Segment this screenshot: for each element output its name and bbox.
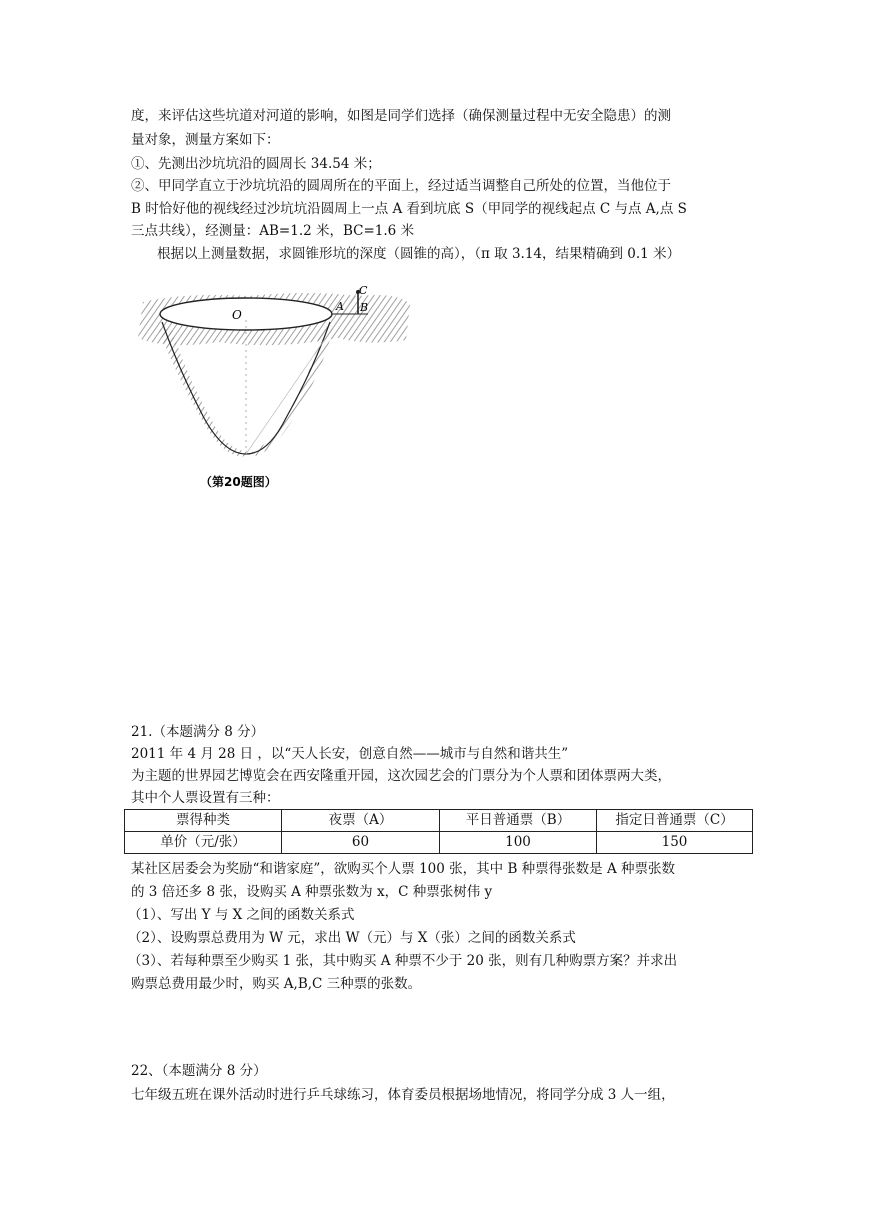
label-C: C: [359, 284, 368, 297]
table-cell: 平日普通票（B）: [440, 810, 597, 832]
figure-caption: （第20题图）: [200, 475, 277, 489]
p21-question-1: （1）、写出 Y 与 X 之间的函数关系式: [128, 907, 355, 923]
ticket-price-table: [124, 809, 753, 854]
p21-after-line-2: 的 3 倍还多 8 张，设购买 A 种票张数为 x，C 种票张树伟 y: [131, 884, 493, 900]
p21-line-3: 其中个人票设置有三种：: [131, 790, 280, 806]
label-A: A: [336, 300, 344, 313]
p20-step-1: ①、先测出沙坑坑沿的圆周长 34.54 米；: [131, 156, 381, 172]
table-cell: 150: [597, 832, 753, 854]
p22-line-1: 七年级五班在课外活动时进行乒乓球练习，体育委员根据场地情况，将同学分成 3 人一组，: [131, 1087, 675, 1103]
table-cell: 60: [282, 832, 440, 854]
p21-after-line-1: 某社区居委会为奖励“和谐家庭”，欲购买个人票 100 张，其中 B 种票得张数是 A 种票张数: [131, 861, 675, 877]
table-cell: 夜票（A）: [282, 810, 440, 832]
p20-step-2-line-3: 三点共线），经测量：AB=1.2 米，BC=1.6 米: [131, 223, 415, 239]
p20-text-line-2: 量对象，测量方案如下：: [131, 132, 280, 148]
p22-heading: 22、（本题满分 8 分）: [131, 1063, 267, 1079]
problem-20-figure: [128, 280, 418, 495]
table-cell: 100: [440, 832, 597, 854]
p20-step-2-line-1: ②、甲同学直立于沙坑坑沿的圆周所在的平面上，经过适当调整自己所处的位置，当他位于: [131, 178, 671, 194]
p21-question-3-line-1: （3）、若每种票至少购买 1 张，其中购买 A 种票不少于 20 张，则有几种购票方案？并求出: [128, 953, 678, 969]
p20-step-2-line-2: B 时恰好他的视线经过沙坑坑沿圆周上一点 A 看到坑底 S（甲同学的视线起点 C 与点 A,点 S: [131, 201, 687, 217]
table-cell: 票得种类: [125, 810, 282, 832]
table-cell: 单价（元/张）: [125, 832, 282, 854]
p20-text-line-1: 度，来评估这些坑道对河道的影响，如图是同学们选择（确保测量过程中无安全隐患）的测: [131, 108, 671, 124]
p20-question: 根据以上测量数据，求圆锥形坑的深度（圆锥的高），（π 取 3.14，结果精确到 0.1 米）: [157, 246, 681, 262]
p21-line-1: 2011 年 4 月 28 日 ，以“天人长安，创意自然——城市与自然和谐共生”: [131, 746, 569, 762]
label-O: O: [232, 308, 242, 322]
label-B: B: [360, 301, 369, 314]
table-row: [125, 832, 753, 854]
table-cell: 指定日普通票（C）: [597, 810, 753, 832]
cone-pit-diagram: [128, 280, 418, 495]
p21-line-2: 为主题的世界园艺博览会在西安隆重开园，这次园艺会的门票分为个人票和团体票两大类，: [131, 768, 671, 784]
p21-heading: 21.（本题满分 8 分）: [131, 724, 265, 740]
pit-rim-ellipse: [160, 298, 332, 330]
p21-question-2: （2）、设购票总费用为 W 元，求出 W（元）与 X（张）之间的函数关系式: [128, 930, 576, 946]
table-row: [125, 810, 753, 832]
p21-question-3-line-2: 购票总费用最少时，购买 A,B,C 三种票的张数。: [131, 976, 422, 992]
